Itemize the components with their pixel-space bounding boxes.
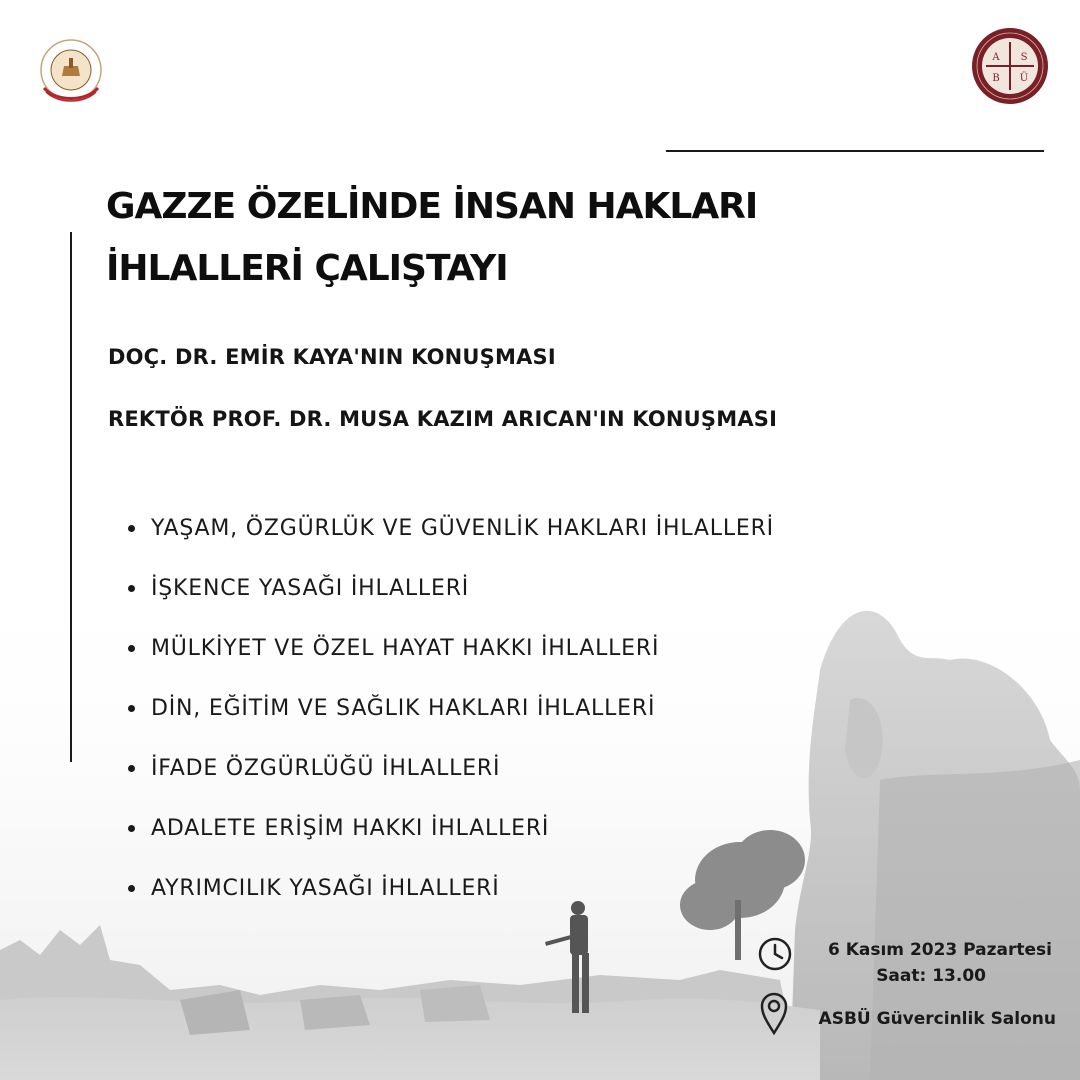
bullet-icon <box>128 585 135 592</box>
topic-text: ADALETE ERİŞİM HAKKI İHLALLERİ <box>151 815 550 841</box>
side-divider <box>70 232 72 762</box>
list-item <box>128 558 774 618</box>
list-item <box>128 498 774 558</box>
event-venue: ASBÜ Güvercinlik Salonu <box>818 1009 1056 1029</box>
title-line-1: GAZZE ÖZELİNDE İNSAN HAKLARI <box>106 186 758 227</box>
university-seal-logo <box>970 24 1050 108</box>
bullet-icon <box>128 525 135 532</box>
list-item <box>128 798 774 858</box>
topic-text: DİN, EĞİTİM VE SAĞLIK HAKLARI İHLALLERİ <box>151 695 656 721</box>
topic-text: İŞKENCE YASAĞI İHLALLERİ <box>151 575 470 601</box>
seal-letter-s: S <box>1020 52 1028 63</box>
title-line-2: İHLALLERİ ÇALIŞTAYI <box>106 248 508 289</box>
bullet-icon <box>128 765 135 772</box>
seal-letter-a: A <box>992 52 1000 63</box>
list-item <box>128 678 774 738</box>
page-title <box>106 176 757 300</box>
list-item <box>128 738 774 798</box>
bullet-icon <box>128 705 135 712</box>
speaker-line-1: DOÇ. DR. EMİR KAYA'NIN KONUŞMASI <box>108 345 556 369</box>
topic-list <box>128 498 774 918</box>
topic-text: MÜLKİYET VE ÖZEL HAYAT HAKKI İHLALLERİ <box>151 635 660 661</box>
bullet-icon <box>128 645 135 652</box>
bullet-icon <box>128 885 135 892</box>
event-date: 6 Kasım 2023 Pazartesi <box>827 940 1052 960</box>
list-item <box>128 618 774 678</box>
top-divider <box>666 150 1044 152</box>
list-item <box>128 858 774 918</box>
topic-text: AYRIMCILIK YASAĞI İHLALLERİ <box>151 875 500 901</box>
seal-letter-u: Ü <box>1019 73 1029 84</box>
topic-text: İFADE ÖZGÜRLÜĞÜ İHLALLERİ <box>151 755 501 781</box>
student-club-logo <box>32 36 110 108</box>
topic-text: YAŞAM, ÖZGÜRLÜK VE GÜVENLİK HAKLARI İHLALLERİ <box>151 515 774 541</box>
speaker-line-2: REKTÖR PROF. DR. MUSA KAZIM ARICAN'IN KONUŞMASI <box>108 407 778 431</box>
seal-letter-b: B <box>992 73 1000 84</box>
event-time: Saat: 13.00 <box>876 966 986 986</box>
bullet-icon <box>128 825 135 832</box>
